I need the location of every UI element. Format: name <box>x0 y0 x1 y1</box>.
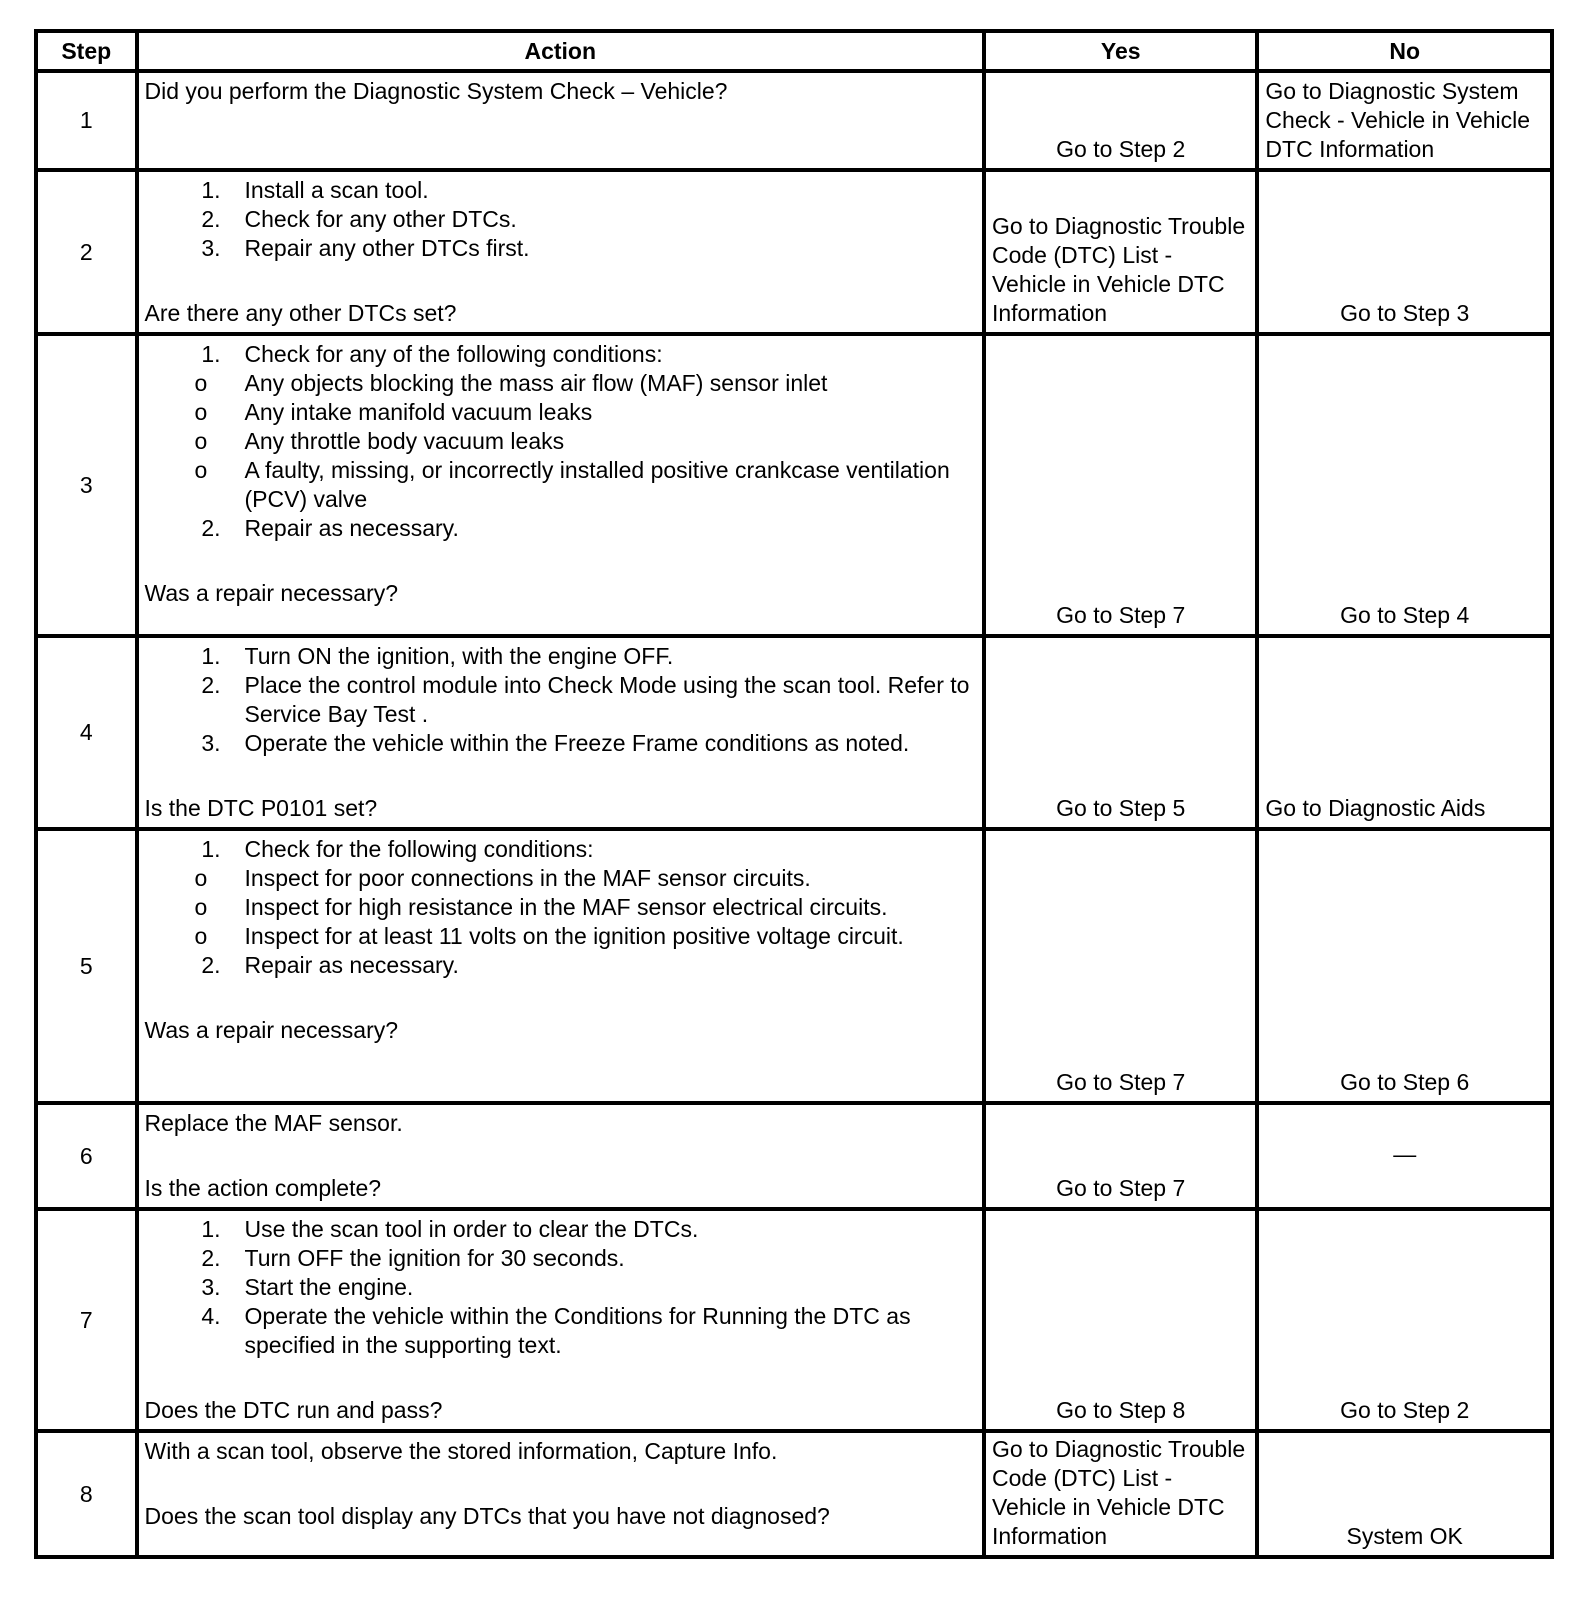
step-number: 1 <box>36 71 137 170</box>
list-item: 2. Turn OFF the ignition for 30 seconds. <box>201 1245 625 1271</box>
list-item: 4. Operate the vehicle within the Conditions for Running the DTC as specified in the supporting text. <box>201 1303 911 1358</box>
yes-result: Go to Step 5 <box>984 636 1257 829</box>
action-steps <box>145 642 976 758</box>
question-text: Was a repair necessary? <box>144 1017 399 1043</box>
no-result: Go to Step 4 <box>1257 334 1552 636</box>
no-result: Go to Step 3 <box>1257 170 1552 334</box>
condition-bullets <box>145 864 976 951</box>
list-item: 1. Check for any of the following conditions: o Any objects blocking the mass air flow (MAF) sensor inlet o Any intake manifold vacuum leaks o Any throttle body vacuum leaks o A faulty, missing, or incorrectly installed positive crankcase ventilation (PCV) valve <box>145 340 976 514</box>
step-number: 5 <box>36 829 137 1103</box>
list-item: 3. Repair any other DTCs first. <box>201 235 530 261</box>
action-cell <box>137 334 984 636</box>
bullet-item: o Inspect for poor connections in the MAF sensor circuits. <box>194 865 811 891</box>
action-steps <box>145 176 976 263</box>
action-steps <box>145 1215 976 1360</box>
step-number: 3 <box>36 334 137 636</box>
yes-result: Go to Diagnostic Trouble Code (DTC) List - Vehicle in Vehicle DTC Information <box>984 1431 1257 1557</box>
question-text: Is the action complete? <box>144 1175 382 1201</box>
action-cell <box>137 1431 984 1557</box>
action-cell <box>137 1209 984 1431</box>
no-result: Go to Step 2 <box>1257 1209 1552 1431</box>
action-text: With a scan tool, observe the stored information, Capture Info. <box>144 1438 778 1464</box>
yes-result: Go to Step 8 <box>984 1209 1257 1431</box>
no-result: Go to Step 6 <box>1257 829 1552 1103</box>
header-row <box>36 31 1552 71</box>
bullet-item: o A faulty, missing, or incorrectly installed positive crankcase ventilation (PCV) valve <box>194 457 950 512</box>
action-text: Replace the MAF sensor. <box>144 1110 403 1136</box>
table-row <box>36 1431 1552 1557</box>
yes-result: Go to Step 7 <box>984 1103 1257 1209</box>
step-number: 2 <box>36 170 137 334</box>
question-text: Does the DTC run and pass? <box>144 1397 443 1423</box>
table-row <box>36 829 1552 1103</box>
step-number: 7 <box>36 1209 137 1431</box>
table-row <box>36 71 1552 170</box>
bullet-item: o Any objects blocking the mass air flow (MAF) sensor inlet <box>194 370 828 396</box>
list-item: 1. Turn ON the ignition, with the engine OFF. <box>201 643 674 669</box>
header-no: No <box>1257 31 1552 71</box>
action-cell <box>137 1103 984 1209</box>
yes-result: Go to Step 2 <box>984 71 1257 170</box>
question-text: Does the scan tool display any DTCs that you have not diagnosed? <box>144 1503 830 1529</box>
table-row <box>36 334 1552 636</box>
header-step: Step <box>36 31 137 71</box>
list-item: 2. Place the control module into Check Mode using the scan tool. Refer to Service Bay Test . <box>201 672 970 727</box>
yes-result: Go to Step 7 <box>984 829 1257 1103</box>
list-item: 1. Use the scan tool in order to clear the DTCs. <box>201 1216 699 1242</box>
yes-result: Go to Diagnostic Trouble Code (DTC) List - Vehicle in Vehicle DTC Information <box>984 170 1257 334</box>
bullet-item: o Any intake manifold vacuum leaks <box>194 399 593 425</box>
list-item: 2. Repair as necessary. <box>201 515 459 541</box>
list-item: 3. Operate the vehicle within the Freeze Frame conditions as noted. <box>201 730 910 756</box>
action-text: Did you perform the Diagnostic System Check – Vehicle? <box>144 78 728 104</box>
no-result: — <box>1257 1103 1552 1209</box>
header-yes: Yes <box>984 31 1257 71</box>
action-cell <box>137 829 984 1103</box>
list-item: 1. Install a scan tool. <box>201 177 429 203</box>
table-row <box>36 1103 1552 1209</box>
action-steps <box>145 340 976 543</box>
step-number: 6 <box>36 1103 137 1209</box>
action-cell <box>137 636 984 829</box>
list-item: 3. Start the engine. <box>201 1274 414 1300</box>
header-action: Action <box>137 31 984 71</box>
condition-bullets <box>145 369 976 514</box>
action-cell <box>137 71 984 170</box>
diagnostic-table <box>34 29 1554 1559</box>
action-steps <box>145 835 976 980</box>
table-row <box>36 636 1552 829</box>
list-item: 2. Repair as necessary. <box>201 952 459 978</box>
question-text: Was a repair necessary? <box>144 580 399 606</box>
table-row <box>36 1209 1552 1431</box>
no-result: System OK <box>1257 1431 1552 1557</box>
no-result: Go to Diagnostic Aids <box>1257 636 1552 829</box>
bullet-item: o Inspect for at least 11 volts on the ignition positive voltage circuit. <box>194 923 904 949</box>
question-text: Is the DTC P0101 set? <box>144 795 378 821</box>
action-cell <box>137 170 984 334</box>
table-row <box>36 170 1552 334</box>
bullet-item: o Any throttle body vacuum leaks <box>194 428 565 454</box>
list-item: 2. Check for any other DTCs. <box>201 206 517 232</box>
question-text: Are there any other DTCs set? <box>144 300 457 326</box>
bullet-item: o Inspect for high resistance in the MAF sensor electrical circuits. <box>194 894 888 920</box>
step-number: 4 <box>36 636 137 829</box>
yes-result: Go to Step 7 <box>984 334 1257 636</box>
no-result: Go to Diagnostic System Check - Vehicle in Vehicle DTC Information <box>1257 71 1552 170</box>
list-item: 1. Check for the following conditions: o Inspect for poor connections in the MAF sensor circuits. o Inspect for high resistance in the MAF sensor electrical circuits. o Inspect for at least 11 volts on the ignition positive voltage circuit. <box>145 835 976 951</box>
step-number: 8 <box>36 1431 137 1557</box>
